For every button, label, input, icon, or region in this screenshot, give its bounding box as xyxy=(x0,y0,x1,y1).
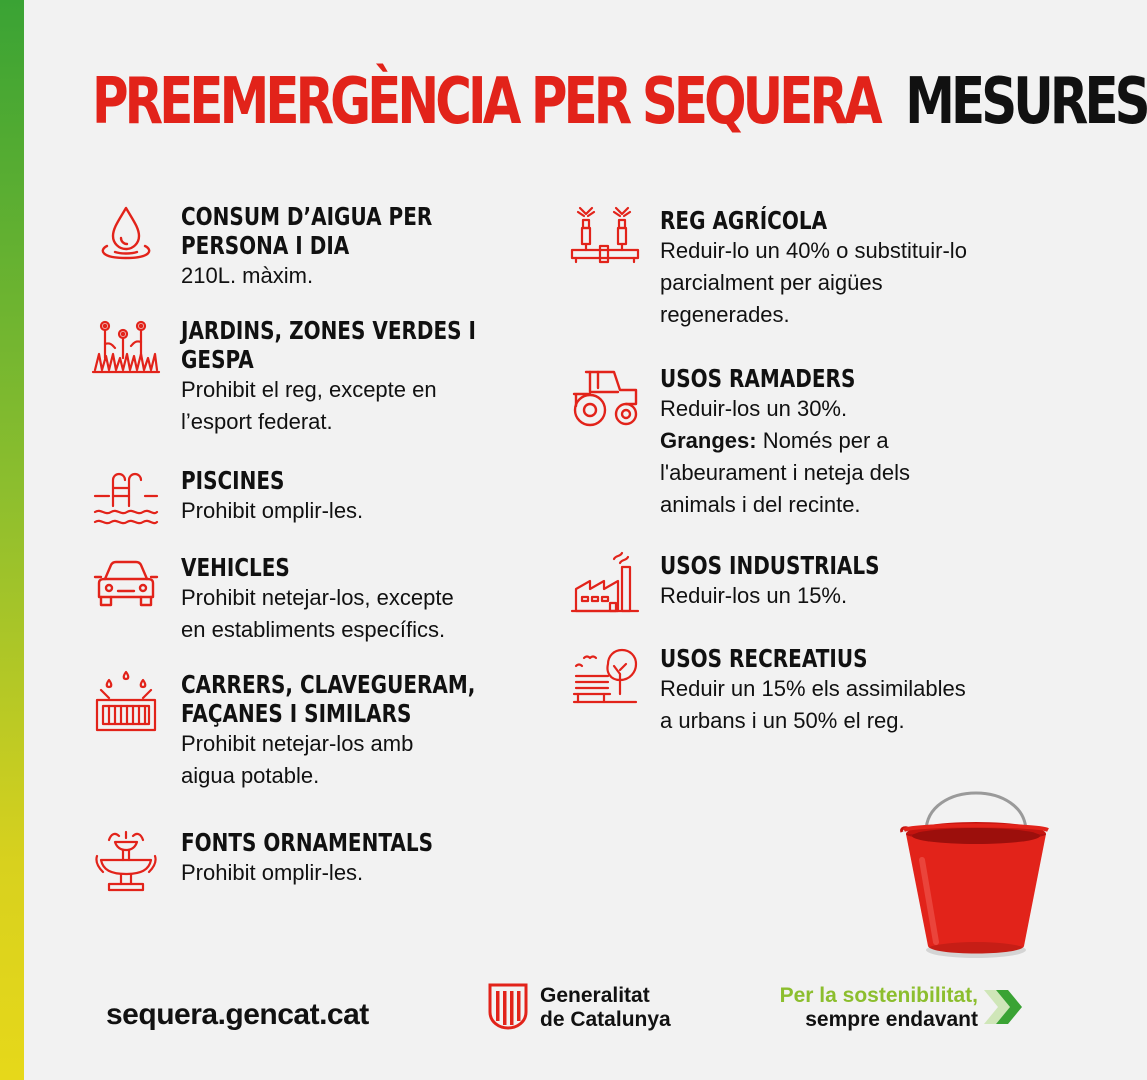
generalitat-line1: Generalitat xyxy=(540,984,650,1007)
measure-title: USOS RAMADERS xyxy=(660,364,856,393)
swimming-pool-icon xyxy=(91,466,161,536)
measure-title: USOS INDUSTRIALS xyxy=(660,551,880,580)
farms-label: Granges: xyxy=(660,428,757,453)
measure-title: REG AGRÍCOLA xyxy=(660,206,828,235)
slogan xyxy=(728,984,978,1032)
generalitat-name xyxy=(540,984,671,1032)
measure-description: Prohibit omplir-les. xyxy=(181,860,364,885)
measure-description-line3: l'abeurament i neteja dels xyxy=(660,460,911,485)
measure-description-line2: aigua potable. xyxy=(181,763,320,788)
measure-description-line2: a urbans i un 50% el reg. xyxy=(660,708,905,733)
measure-description: Reduir un 15% els assimilables xyxy=(660,676,966,701)
measure-description: Prohibit el reg, excepte en xyxy=(181,377,437,402)
measure-description-line2 xyxy=(660,425,910,457)
factory-icon xyxy=(570,551,640,621)
website-link[interactable]: sequera.gencat.cat xyxy=(106,998,369,1031)
measure-title: VEHICLES xyxy=(181,553,290,582)
measure-description-line3: regenerades. xyxy=(660,302,790,327)
measure-description-line4: animals i del recinte. xyxy=(660,492,861,517)
street-drain-icon xyxy=(91,670,161,740)
measure-title: JARDINS, ZONES VERDES I xyxy=(181,316,476,345)
fountain-icon xyxy=(91,828,161,898)
title-secondary: MESURES xyxy=(905,65,1147,139)
measure-title-line2: GESPA xyxy=(181,345,254,374)
measure-description: Prohibit netejar-los, excepte xyxy=(181,585,454,610)
farms-description: Només per a xyxy=(756,428,889,453)
car-icon xyxy=(91,553,161,623)
generalitat-line2: de Catalunya xyxy=(540,1008,671,1031)
measure-title: CARRERS, CLAVEGUERAM, xyxy=(181,670,476,699)
tractor-icon xyxy=(570,364,640,434)
measure-title: PISCINES xyxy=(181,466,285,495)
slogan-line1: Per la sostenibilitat, xyxy=(779,984,978,1007)
measure-description: Prohibit omplir-les. xyxy=(181,498,364,523)
gradient-side-bar xyxy=(0,0,24,1080)
page-title xyxy=(92,62,1147,142)
measure-description: Reduir-lo un 40% o substituir-lo xyxy=(660,238,967,263)
measure-description-line2: l’esport federat. xyxy=(181,409,333,434)
chevron-right-icon xyxy=(982,986,1028,1028)
red-bucket-image xyxy=(896,770,1046,970)
measure-title-line2: FAÇANES I SIMILARS xyxy=(181,699,412,728)
measure-description: 210L. màxim. xyxy=(181,263,314,288)
generalitat-logo-icon xyxy=(487,982,529,1030)
measure-description-line2: en establiments específics. xyxy=(181,617,446,642)
sprinkler-irrigation-icon xyxy=(570,206,640,276)
measure-title-line2: PERSONA I DIA xyxy=(181,231,350,260)
measure-description: Reduir-los un 15%. xyxy=(660,583,848,608)
flowers-garden-icon xyxy=(91,316,161,386)
measure-description: Prohibit netejar-los amb xyxy=(181,731,414,756)
title-main: PREEMERGÈNCIA PER SEQUERA xyxy=(92,65,879,139)
measure-description: Reduir-los un 30%. xyxy=(660,396,848,421)
slogan-line2: sempre endavant xyxy=(805,1008,978,1031)
measure-title: USOS RECREATIUS xyxy=(660,644,868,673)
measure-title: CONSUM D’AIGUA PER xyxy=(181,202,433,231)
water-drop-icon xyxy=(91,202,161,272)
measure-description-line2: parcialment per aigües xyxy=(660,270,883,295)
park-bench-icon xyxy=(570,644,640,714)
measure-title: FONTS ORNAMENTALS xyxy=(181,828,434,857)
